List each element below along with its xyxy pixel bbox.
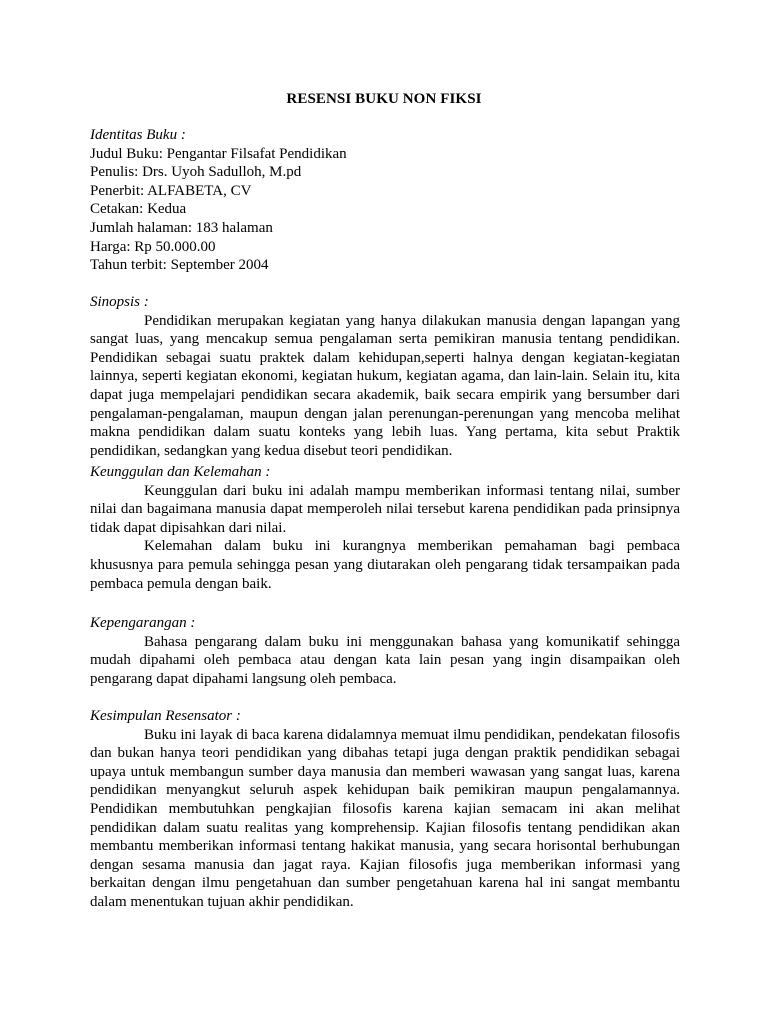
judul-buku-line: Judul Buku: Pengantar Filsafat Pendidikan	[90, 145, 347, 162]
jumlah-halaman-line: Jumlah halaman: 183 halaman	[90, 219, 273, 236]
kesimpulan-section	[90, 707, 680, 912]
kelemahan-paragraph: Kelemahan dalam buku ini kurangnya memberikan pemahaman bagi pembaca khususnya para pemula sehingga pesan yang diutarakan oleh pengarang tidak tersampaikan pada pembaca pemula dengan baik.	[90, 538, 680, 592]
harga-line: Harga: Rp 50.000.00	[90, 238, 216, 255]
document-title: RESENSI BUKU NON FIKSI	[286, 91, 482, 107]
kesimpulan-heading: Kesimpulan Resensator :	[90, 708, 241, 724]
keunggulan-section	[90, 463, 680, 593]
sinopsis-heading: Sinopsis :	[90, 294, 149, 310]
sinopsis-paragraph: Pendidikan merupakan kegiatan yang hanya dilakukan manusia dengan lapangan yang sangat luas, yang mencakup semua pengalaman serta pemikiran manusia tentang pendidikan. Pendidikan sebagai suatu praktek dalam kehidupan,seperti halnya dengan kegiatan-kegiatan lainnya, seperti kegiatan ekonomi, kegiatan hukum, kegiatan agama, dan lain-lain. Selain itu, kita dapat juga mempelajari pendidikan secara akademik, baik secara empirik yang bersumber dari pengalaman-pengalaman, maupun dengan jalan perenungan-perenungan yang mencoba melihat makna pendidikan dalam suatu konteks yang lebih luas. Yang pertama, kita sebut Praktik pendidikan, sedangkan yang kedua disebut teori pendidikan.	[90, 312, 680, 459]
sinopsis-section	[90, 293, 680, 460]
identitas-section	[90, 126, 680, 275]
cetakan-line: Cetakan: Kedua	[90, 201, 187, 218]
kepengarangan-heading: Kepengarangan :	[90, 615, 196, 631]
kepengarangan-section	[90, 614, 680, 688]
tahun-terbit-line: Tahun terbit: September 2004	[90, 257, 269, 274]
kepengarangan-paragraph: Bahasa pengarang dalam buku ini menggunakan bahasa yang komunikatif sehingga mudah dipahami oleh pembaca atau dengan kata lain pesan yang ingin disampaikan oleh pengarang dapat dipahami langsung oleh pembaca.	[90, 633, 680, 687]
penulis-line: Penulis: Drs. Uyoh Sadulloh, M.pd	[90, 164, 302, 181]
kesimpulan-paragraph: Buku ini layak di baca karena didalamnya memuat ilmu pendidikan, pendekatan filosofis dan bukan hanya teori pendidikan yang dibahas tetapi juga dengan praktik pendidikan sebagai upaya untuk membangun sumber daya manusia dan memberi wawasan yang sangat luas, karena pendidikan menyangkut seluruh aspek kehidupan baik pemikiran maupun pengalamannya. Pendidikan membutuhkan pengkajian filosofis karena kajian semacam ini akan melihat pendidikan dalam suatu realitas yang komprehensip. Kajian filosofis tentang pendidikan akan membantu memberikan informasi tentang hakikat manusia, yang secara horisontal berhubungan dengan sesama manusia dan jagat raya. Kajian filosofis juga memberikan informasi yang berkaitan dengan ilmu pengetahuan dan sumber pengetahuan karena hal ini sangat membantu dalam menentukan tujuan akhir pendidikan.	[90, 726, 680, 910]
keunggulan-paragraph: Keunggulan dari buku ini adalah mampu memberikan informasi tentang nilai, sumber nilai dan bagaimana manusia dapat memperoleh nilai tersebut karena pendidikan pada prinsipnya tidak dapat dipisahkan dari nilai.	[90, 482, 680, 536]
penerbit-line: Penerbit: ALFABETA, CV	[90, 182, 252, 199]
identitas-heading: Identitas Buku :	[90, 127, 186, 143]
keunggulan-heading: Keunggulan dan Kelemahan :	[90, 464, 271, 480]
